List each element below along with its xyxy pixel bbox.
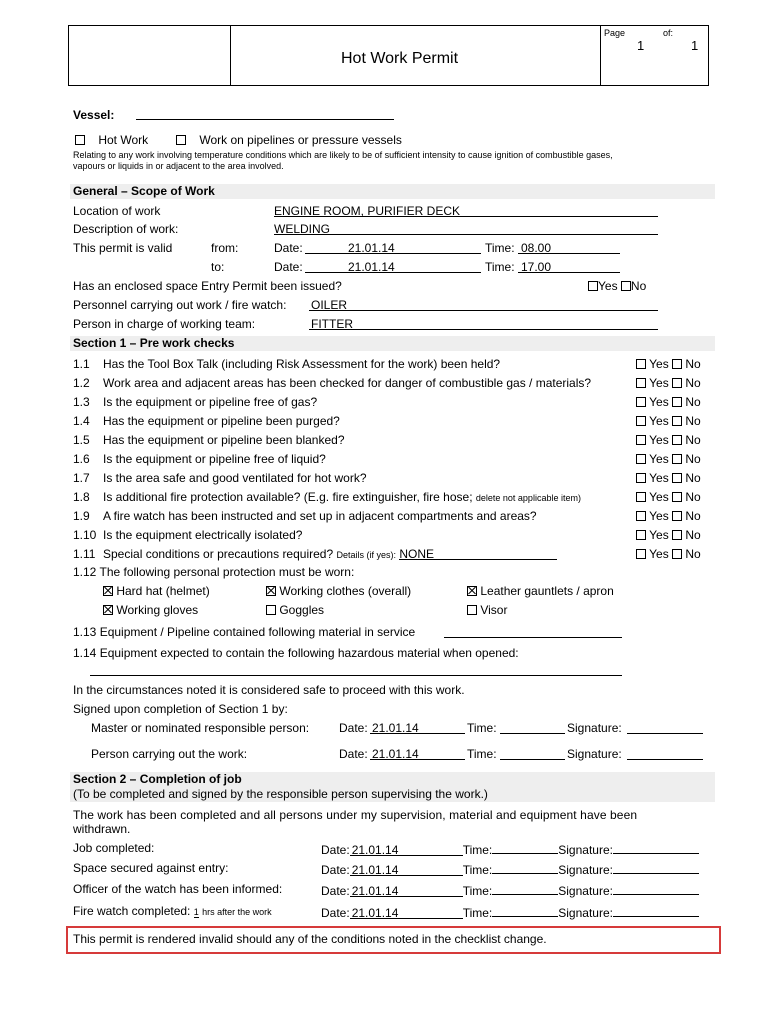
pipelines-label: Work on pipelines or pressure vessels <box>199 133 402 147</box>
no-checkbox[interactable] <box>672 435 682 445</box>
hours-field[interactable] <box>194 907 199 918</box>
hot-work-option[interactable] <box>75 133 148 147</box>
signature-field[interactable] <box>613 904 699 917</box>
time-label: Time: <box>462 906 493 920</box>
date-value: 21.01.14 <box>351 884 399 898</box>
yes-no-options <box>636 357 701 371</box>
checklist-question: Is the equipment or pipeline free of liquid? <box>103 452 326 466</box>
yes-checkbox[interactable] <box>636 359 646 369</box>
no-label: No <box>685 395 701 409</box>
completion-label-text: Space secured against entry: <box>73 861 229 875</box>
date-value: 21.01.14 <box>351 843 399 857</box>
goggles-label: Goggles <box>279 603 325 617</box>
signature-label: Signature: <box>558 884 613 898</box>
time-label: Time: <box>462 884 493 898</box>
date-field[interactable] <box>350 863 463 876</box>
signature-label: Signature: <box>558 843 613 857</box>
checklist-question: Is additional fire protection available? (E.g. fire extinguisher, fire hose; <box>103 490 473 504</box>
checklist-question: Has the equipment or pipeline been blanked? <box>103 433 345 447</box>
section2-subheading: (To be completed and signed by the responsible person supervising the work.) <box>73 787 488 801</box>
yes-label: Yes <box>649 376 669 390</box>
location-label: Location of work <box>73 204 161 218</box>
q14-text: 1.14 Equipment expected to contain the following hazardous material when opened: <box>73 646 519 660</box>
no-label: No <box>685 452 701 466</box>
no-checkbox[interactable] <box>672 549 682 559</box>
signature-field[interactable] <box>613 882 699 895</box>
section2-heading: Section 2 – Completion of job <box>73 772 242 786</box>
hard-hat-label: Hard hat (helmet) <box>116 584 210 598</box>
checklist-question: Has the equipment or pipeline been purged? <box>103 414 340 428</box>
date-field[interactable] <box>350 906 463 919</box>
entry-permit-question: Has an enclosed space Entry Permit been issued? <box>73 279 342 293</box>
yes-label: Yes <box>649 414 669 428</box>
page-number: 1 <box>637 38 645 53</box>
personnel-value: OILER <box>311 298 348 312</box>
hot-work-label: Hot Work <box>98 133 149 147</box>
yes-label: Yes <box>649 509 669 523</box>
completion-label-text: Officer of the watch has been informed: <box>73 882 283 896</box>
checklist-note: Details (if yes): <box>336 550 396 560</box>
entry-yes-label: Yes <box>598 279 618 293</box>
to-time-label: Time: <box>485 260 515 274</box>
checklist-note: delete not applicable item) <box>475 493 581 503</box>
no-label: No <box>685 357 701 371</box>
yes-label: Yes <box>649 490 669 504</box>
yes-checkbox[interactable] <box>636 549 646 559</box>
ppe-hard-hat[interactable] <box>103 584 210 598</box>
header-table <box>68 25 709 86</box>
yes-no-options <box>636 528 701 542</box>
completion-fields <box>321 861 699 877</box>
from-time-field[interactable] <box>518 241 620 254</box>
date-field[interactable] <box>350 884 463 897</box>
of-label: of: <box>663 28 674 38</box>
page-total: 1 <box>691 38 699 53</box>
entry-yes-checkbox[interactable] <box>588 281 598 291</box>
note-line-2: vapours or liquids in or adjacent to the area involved. <box>73 161 284 171</box>
personnel-field[interactable] <box>309 298 658 311</box>
completion-label <box>73 882 282 896</box>
time-field[interactable] <box>492 861 558 874</box>
hard-hat-checkbox[interactable] <box>103 586 113 596</box>
master-date-field[interactable] <box>370 721 465 734</box>
completion-fields <box>321 841 699 857</box>
completion-label <box>73 841 154 855</box>
checklist-row <box>73 547 557 562</box>
date-value: 21.01.14 <box>351 906 399 920</box>
leather-gauntlets-checkbox[interactable] <box>467 586 477 596</box>
yes-checkbox[interactable] <box>636 530 646 540</box>
working-clothes-label: Working clothes (overall) <box>279 584 412 598</box>
working-gloves-checkbox[interactable] <box>103 605 113 615</box>
checklist-question: Is the area safe and good ventilated for hot work? <box>103 471 367 485</box>
no-checkbox[interactable] <box>672 378 682 388</box>
yes-checkbox[interactable] <box>636 435 646 445</box>
yes-label: Yes <box>649 357 669 371</box>
master-date-label: Date: <box>339 721 368 735</box>
no-label: No <box>685 433 701 447</box>
page-title: Hot Work Permit <box>341 50 459 67</box>
checklist-row <box>73 414 340 428</box>
master-time-label: Time: <box>467 721 497 735</box>
person-time-label: Time: <box>467 747 497 761</box>
hours-note: hrs after the work <box>202 907 272 917</box>
no-label: No <box>685 528 701 542</box>
checklist-row <box>73 357 500 371</box>
checklist-number: 1.6 <box>73 452 90 466</box>
checklist-number: 1.1 <box>73 357 90 371</box>
description-label: Description of work: <box>73 222 179 236</box>
checklist-row <box>73 509 537 523</box>
goggles-checkbox[interactable] <box>266 605 276 615</box>
no-checkbox[interactable] <box>672 397 682 407</box>
q13-text: 1.13 Equipment / Pipeline contained following material in service <box>73 625 416 639</box>
pipelines-option[interactable] <box>176 133 402 147</box>
signature-field[interactable] <box>613 861 699 874</box>
page-cell <box>600 26 709 85</box>
checklist-number: 1.3 <box>73 395 90 409</box>
checklist-number: 1.7 <box>73 471 90 485</box>
checklist-row <box>73 433 345 447</box>
checklist-number: 1.11 <box>73 547 96 561</box>
hot-work-checkbox[interactable] <box>75 135 85 145</box>
from-date-label: Date: <box>274 241 303 255</box>
from-date-value: 21.01.14 <box>348 241 395 255</box>
yes-no-options <box>636 376 701 390</box>
yes-label: Yes <box>649 528 669 542</box>
completion-label-text: Fire watch completed: <box>73 904 191 918</box>
checklist-row <box>73 395 317 409</box>
ppe-working-gloves[interactable] <box>103 603 198 617</box>
checklist-number: 1.10 <box>73 528 97 542</box>
q13-field[interactable] <box>444 625 622 638</box>
time-field[interactable] <box>492 882 558 895</box>
completion-para-line1: The work has been completed and all persons under my supervision, material and equipment have been <box>73 808 638 822</box>
time-field[interactable] <box>492 841 558 854</box>
logo-cell <box>69 26 231 85</box>
checklist-number: 1.9 <box>73 509 90 523</box>
checklist-question: Special conditions or precautions required? <box>103 547 334 561</box>
visor-label: Visor <box>480 603 508 617</box>
no-label: No <box>685 471 701 485</box>
valid-label: This permit is valid <box>73 241 173 255</box>
yes-checkbox[interactable] <box>636 454 646 464</box>
master-time-field[interactable] <box>500 721 565 734</box>
ppe-goggles[interactable] <box>266 603 324 617</box>
yes-no-options <box>636 547 701 561</box>
to-date-field[interactable] <box>305 260 481 273</box>
no-label: No <box>685 509 701 523</box>
time-label: Time: <box>462 863 493 877</box>
checklist-question: Has the Tool Box Talk (including Risk Assessment for the work) been held? <box>103 357 501 371</box>
yes-label: Yes <box>649 471 669 485</box>
date-label: Date: <box>321 843 350 857</box>
date-label: Date: <box>321 906 350 920</box>
checklist-number: 1.8 <box>73 490 90 504</box>
to-label: to: <box>211 260 225 274</box>
yes-checkbox[interactable] <box>636 378 646 388</box>
no-label: No <box>685 414 701 428</box>
ppe-visor[interactable] <box>467 603 507 617</box>
from-label: from: <box>211 241 239 255</box>
yes-no-options <box>636 509 701 523</box>
person-label: Person carrying out the work: <box>91 747 248 761</box>
yes-label: Yes <box>649 452 669 466</box>
location-value: ENGINE ROOM, PURIFIER DECK <box>274 204 461 218</box>
yes-checkbox[interactable] <box>636 511 646 521</box>
vessel-label: Vessel: <box>73 108 115 122</box>
details-field[interactable] <box>399 547 557 560</box>
ppe-working-clothes[interactable] <box>266 584 411 598</box>
person-charge-value: FITTER <box>311 317 353 331</box>
checklist-row <box>73 452 326 466</box>
description-value: WELDING <box>274 222 331 236</box>
checklist-question: A fire watch has been instructed and set up in adjacent compartments and areas? <box>103 509 537 523</box>
completion-label <box>73 861 228 875</box>
time-label: Time: <box>462 843 493 857</box>
ppe-leather-gauntlets[interactable] <box>467 584 614 598</box>
no-checkbox[interactable] <box>672 359 682 369</box>
ppe-number: 1.12 <box>73 565 97 579</box>
vessel-field[interactable] <box>136 107 394 120</box>
from-date-field[interactable] <box>305 241 481 254</box>
person-date-label: Date: <box>339 747 368 761</box>
visor-checkbox[interactable] <box>467 605 477 615</box>
ppe-text: The following personal protection must be worn: <box>99 565 355 579</box>
date-label: Date: <box>321 863 350 877</box>
person-charge-label: Person in charge of working team: <box>73 317 256 331</box>
checklist-question: Work area and adjacent areas has been checked for danger of combustible gas / materials? <box>103 376 592 390</box>
signature-label: Signature: <box>558 906 613 920</box>
from-time-label: Time: <box>485 241 515 255</box>
date-label: Date: <box>321 884 350 898</box>
master-signature-label: Signature: <box>567 721 622 735</box>
yes-no-options <box>636 414 701 428</box>
checklist-row <box>73 376 591 390</box>
to-time-value: 17.00 <box>521 260 552 274</box>
working-gloves-label: Working gloves <box>116 603 199 617</box>
yes-no-options <box>636 433 701 447</box>
yes-no-options <box>636 452 701 466</box>
date-field[interactable] <box>350 843 463 856</box>
checklist-number: 1.5 <box>73 433 90 447</box>
checklist-question: Is the equipment electrically isolated? <box>103 528 303 542</box>
checklist-row <box>73 490 581 505</box>
person-date-field[interactable] <box>370 747 465 760</box>
master-signature-field[interactable] <box>627 721 703 734</box>
master-label: Master or nominated responsible person: <box>91 721 310 735</box>
personnel-label: Personnel carrying out work / fire watch: <box>73 298 287 312</box>
page-label: Page <box>604 28 626 38</box>
checklist-number: 1.2 <box>73 376 90 390</box>
from-time-value: 08.00 <box>521 241 552 255</box>
yes-no-options <box>636 490 701 504</box>
to-date-value: 21.01.14 <box>348 260 395 274</box>
working-clothes-checkbox[interactable] <box>266 586 276 596</box>
general-heading: General – Scope of Work <box>73 184 215 198</box>
no-checkbox[interactable] <box>672 492 682 502</box>
ppe-question <box>73 565 354 579</box>
person-time-field[interactable] <box>500 747 565 760</box>
no-label: No <box>685 376 701 390</box>
yes-no-options <box>636 395 701 409</box>
yes-checkbox[interactable] <box>636 416 646 426</box>
no-checkbox[interactable] <box>672 473 682 483</box>
completion-label-text: Job completed: <box>73 841 155 855</box>
yes-label: Yes <box>649 433 669 447</box>
no-checkbox[interactable] <box>672 454 682 464</box>
checklist-row <box>73 528 302 542</box>
section1-heading: Section 1 – Pre work checks <box>73 336 235 350</box>
completion-fields <box>321 882 699 898</box>
person-signature-label: Signature: <box>567 747 622 761</box>
completion-para-line2: withdrawn. <box>73 822 131 836</box>
leather-gauntlets-label: Leather gauntlets / apron <box>480 584 614 598</box>
time-field[interactable] <box>492 904 558 917</box>
signed-statement: Signed upon completion of Section 1 by: <box>73 702 288 716</box>
no-label: No <box>685 547 701 561</box>
checklist-number: 1.4 <box>73 414 90 428</box>
person-signature-field[interactable] <box>627 747 703 760</box>
completion-fields <box>321 904 699 920</box>
yes-label: Yes <box>649 395 669 409</box>
yes-checkbox[interactable] <box>636 492 646 502</box>
to-time-field[interactable] <box>518 260 620 273</box>
signature-field[interactable] <box>613 841 699 854</box>
entry-no-checkbox[interactable] <box>621 281 631 291</box>
master-date-value: 21.01.14 <box>372 721 419 735</box>
note-line-1: Relating to any work involving temperature conditions which are likely to be of sufficient intensity to cause ignition of combustible gases, <box>73 150 613 160</box>
no-checkbox[interactable] <box>672 416 682 426</box>
hours-value: 1 <box>193 907 199 917</box>
yes-checkbox[interactable] <box>636 473 646 483</box>
yes-label: Yes <box>649 547 669 561</box>
location-field[interactable] <box>274 204 658 217</box>
safe-statement: In the circumstances noted it is considered safe to proceed with this work. <box>73 683 465 697</box>
signature-label: Signature: <box>558 863 613 877</box>
no-label: No <box>685 490 701 504</box>
yes-no-options <box>636 471 701 485</box>
entry-permit-options <box>588 279 646 293</box>
q14-field[interactable] <box>90 663 622 676</box>
checklist-row <box>73 471 367 485</box>
pipelines-checkbox[interactable] <box>176 135 186 145</box>
no-checkbox[interactable] <box>672 530 682 540</box>
details-value: NONE <box>399 547 435 561</box>
description-field[interactable] <box>274 222 658 235</box>
yes-checkbox[interactable] <box>636 397 646 407</box>
invalid-warning-text: This permit is rendered invalid should any of the conditions noted in the checklist change. <box>73 932 547 946</box>
checklist-question: Is the equipment or pipeline free of gas? <box>103 395 318 409</box>
date-value: 21.01.14 <box>351 863 399 877</box>
entry-no-label: No <box>630 279 647 293</box>
to-date-label: Date: <box>274 260 303 274</box>
person-date-value: 21.01.14 <box>372 747 419 761</box>
completion-label <box>73 904 272 919</box>
person-charge-field[interactable] <box>309 317 658 330</box>
no-checkbox[interactable] <box>672 511 682 521</box>
